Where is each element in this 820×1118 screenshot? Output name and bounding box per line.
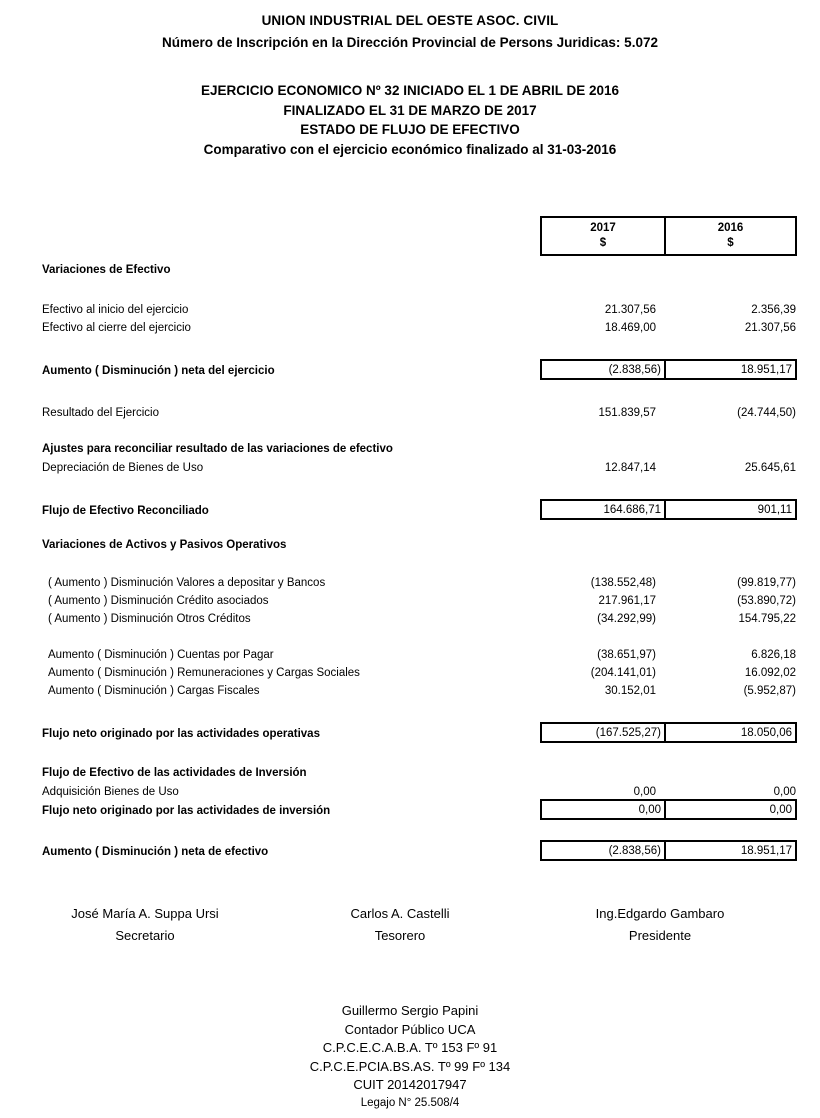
table-row <box>0 574 820 592</box>
row-label-cargas-fiscales: Aumento ( Disminución ) Cargas Fiscales <box>48 685 260 697</box>
row-value-remuneraciones-2017: (204.141,01) <box>590 667 656 679</box>
signature-presidente <box>510 903 810 947</box>
signature-secretario-role: Secretario <box>115 928 175 943</box>
total-value-aumento-neta-ejercicio-2017: (2.838,56) <box>542 361 666 378</box>
row-value-adquisicion-bienes-2017: 0,00 <box>633 786 656 798</box>
row-value-depreciacion-2016: 25.645,61 <box>744 462 796 474</box>
organization-name: UNION INDUSTRIAL DEL OESTE ASOC. CIVIL <box>261 13 559 28</box>
registration-number-line: Número de Inscripción en la Dirección Provincial de Persons Juridicas: 5.072 <box>162 35 658 50</box>
table-row <box>0 459 820 477</box>
column-header-2016 <box>666 218 795 254</box>
row-label-efectivo-inicio: Efectivo al inicio del ejercicio <box>42 304 189 316</box>
signature-presidente-name: Ing.Edgardo Gambaro <box>595 906 725 921</box>
statement-title-block <box>0 81 820 159</box>
row-value-efectivo-inicio-2016: 2.356,39 <box>751 304 796 316</box>
column-header-2016-currency: $ <box>727 237 734 249</box>
row-value-depreciacion-2017: 12.847,14 <box>604 462 656 474</box>
column-header-2017 <box>542 218 666 254</box>
row-value-efectivo-inicio-2017: 21.307,56 <box>604 304 656 316</box>
column-header-2016-year: 2016 <box>717 222 744 234</box>
total-value-flujo-neto-inversion-2016: 0,00 <box>769 803 792 816</box>
row-label-cuentas-por-pagar: Aumento ( Disminución ) Cuentas por Pagar <box>48 649 274 661</box>
row-value-valores-depositar-2017: (138.552,48) <box>590 577 656 589</box>
table-row <box>0 319 820 337</box>
signature-tesorero-name: Carlos A. Castelli <box>350 906 450 921</box>
section-heading-variaciones-activos: Variaciones de Activos y Pasivos Operativos <box>42 539 287 551</box>
column-header-box <box>540 216 797 256</box>
row-label-flujo-neto-inversion: Flujo neto originado por las actividades de inversión <box>42 805 331 817</box>
row-label-depreciacion: Depreciación de Bienes de Uso <box>42 462 204 474</box>
row-label-flujo-neto-operativas: Flujo neto originado por las actividades operativas <box>42 728 320 740</box>
section-heading-variaciones-efectivo-row <box>0 261 820 279</box>
total-value-aumento-neta-ejercicio-2016: 18.951,17 <box>740 363 792 376</box>
row-label-adquisicion-bienes: Adquisición Bienes de Uso <box>42 786 179 798</box>
row-label-otros-creditos: ( Aumento ) Disminución Otros Créditos <box>48 613 251 625</box>
document-header <box>0 0 820 52</box>
total-value-flujo-reconciliado-2016: 901,11 <box>757 503 792 516</box>
row-label-efectivo-cierre: Efectivo al cierre del ejercicio <box>42 322 191 334</box>
section-heading-ajustes-row <box>0 440 820 458</box>
row-value-resultado-ejercicio-2016: (24.744,50) <box>737 407 796 419</box>
total-value-aumento-neta-efectivo-2016: 18.951,17 <box>740 844 792 857</box>
total-box-flujo-reconciliado <box>540 499 797 520</box>
table-row <box>0 301 820 319</box>
row-value-credito-asociados-2016: (53.890,72) <box>737 595 796 607</box>
row-value-cuentas-por-pagar-2016: 6.826,18 <box>751 649 796 661</box>
total-value-flujo-neto-operativas-2016: 18.050,06 <box>740 726 792 739</box>
section-heading-inversion-row <box>0 764 820 782</box>
row-value-efectivo-cierre-2016: 21.307,56 <box>744 322 796 334</box>
row-value-otros-creditos-2017: (34.292,99) <box>597 613 656 625</box>
row-value-remuneraciones-2016: 16.092,02 <box>744 667 796 679</box>
total-value-flujo-neto-inversion-2017: 0,00 <box>542 801 666 818</box>
row-label-flujo-reconciliado: Flujo de Efectivo Reconciliado <box>42 505 209 517</box>
row-value-valores-depositar-2016: (99.819,77) <box>737 577 796 589</box>
fiscal-year-line: EJERCICIO ECONOMICO Nº 32 INICIADO EL 1 DE ABRIL DE 2016 <box>200 83 620 98</box>
table-row <box>0 682 820 700</box>
table-row <box>0 592 820 610</box>
row-value-adquisicion-bienes-2016: 0,00 <box>773 786 796 798</box>
accountant-registration-pcia: C.P.C.E.PCIA.BS.AS. Tº 99 Fº 134 <box>309 1058 511 1074</box>
row-label-resultado-ejercicio: Resultado del Ejercicio <box>42 407 159 419</box>
row-label-remuneraciones: Aumento ( Disminución ) Remuneraciones y Cargas Sociales <box>48 667 360 679</box>
accountant-cuit: CUIT 20142017947 <box>353 1077 467 1092</box>
signature-tesorero <box>290 903 510 947</box>
signature-block <box>0 903 820 947</box>
total-box-aumento-neta-ejercicio <box>540 359 797 380</box>
table-row <box>0 646 820 664</box>
accountant-legajo: Legajo N° 25.508/4 <box>360 1096 460 1109</box>
signature-tesorero-role: Tesorero <box>374 928 426 943</box>
row-value-otros-creditos-2016: 154.795,22 <box>738 613 796 625</box>
table-row <box>0 610 820 628</box>
signature-secretario-name: José María A. Suppa Ursi <box>71 906 219 921</box>
row-value-credito-asociados-2017: 217.961,17 <box>598 595 656 607</box>
accountant-certification-block <box>0 1002 820 1112</box>
total-value-flujo-neto-operativas-2017: (167.525,27) <box>542 724 666 741</box>
total-value-flujo-reconciliado-2017: 164.686,71 <box>542 501 666 518</box>
column-header-2017-currency: $ <box>599 237 607 249</box>
accountant-title: Contador Público UCA <box>344 1021 476 1037</box>
row-value-cargas-fiscales-2017: 30.152,01 <box>604 685 656 697</box>
table-row <box>0 664 820 682</box>
total-box-aumento-neta-efectivo <box>540 840 797 861</box>
signature-secretario <box>0 903 290 947</box>
accountant-name: Guillermo Sergio Papini <box>341 1003 479 1018</box>
row-label-aumento-neta-ejercicio: Aumento ( Disminución ) neta del ejercicio <box>42 365 275 377</box>
row-value-cuentas-por-pagar-2017: (38.651,97) <box>597 649 656 661</box>
accountant-registration-caba: C.P.C.E.C.A.B.A. Tº 153 Fº 91 <box>322 1040 498 1055</box>
row-value-efectivo-cierre-2017: 18.469,00 <box>604 322 656 334</box>
total-value-aumento-neta-efectivo-2017: (2.838,56) <box>542 842 666 859</box>
section-heading-variaciones-activos-row <box>0 536 820 554</box>
table-row <box>0 404 820 422</box>
row-value-cargas-fiscales-2016: (5.952,87) <box>743 685 796 697</box>
section-heading-variaciones-efectivo: Variaciones de Efectivo <box>42 264 171 276</box>
fiscal-year-end-line: FINALIZADO EL 31 DE MARZO DE 2017 <box>283 102 537 118</box>
row-label-aumento-neta-efectivo: Aumento ( Disminución ) neta de efectivo <box>42 846 269 858</box>
row-value-resultado-ejercicio-2017: 151.839,57 <box>598 407 656 419</box>
comparative-subtitle: Comparativo con el ejercicio económico finalizado al 31-03-2016 <box>203 141 617 157</box>
row-label-credito-asociados: ( Aumento ) Disminución Crédito asociados <box>48 595 269 607</box>
section-heading-ajustes: Ajustes para reconciliar resultado de las variaciones de efectivo <box>42 443 393 455</box>
column-header-2017-year: 2017 <box>590 222 616 234</box>
signature-presidente-role: Presidente <box>628 928 692 943</box>
section-heading-inversion: Flujo de Efectivo de las actividades de Inversión <box>42 767 307 779</box>
row-label-valores-depositar: ( Aumento ) Disminución Valores a depositar y Bancos <box>48 577 326 589</box>
total-box-flujo-neto-inversion <box>540 799 797 820</box>
total-box-flujo-neto-operativas <box>540 722 797 743</box>
statement-type-title: ESTADO DE FLUJO DE EFECTIVO <box>300 122 520 137</box>
